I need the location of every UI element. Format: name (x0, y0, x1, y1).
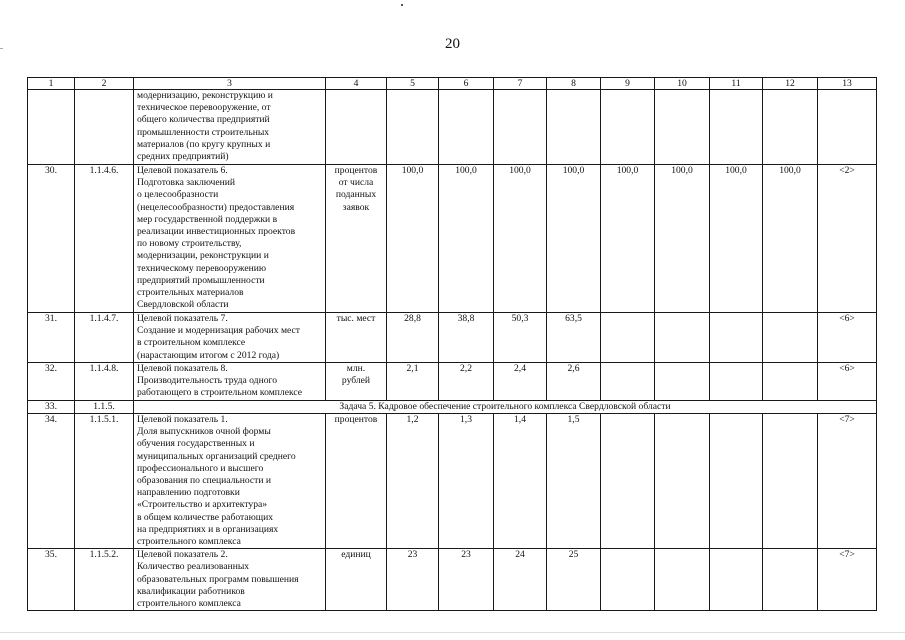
value-cell: 23 (387, 549, 439, 611)
header-cell: 5 (387, 78, 439, 90)
reference-cell: <7> (818, 414, 877, 549)
value-cell (763, 313, 818, 363)
header-cell: 10 (655, 78, 710, 90)
value-cell: 100,0 (387, 165, 439, 313)
table-row (28, 414, 877, 549)
reference-cell: <7> (818, 549, 877, 611)
value-cell: 2,2 (439, 362, 494, 400)
value-cell (710, 362, 763, 400)
header-cell: 2 (75, 78, 134, 90)
row-code: 1.1.5.1. (75, 414, 134, 549)
value-cell (763, 549, 818, 611)
value-cell (710, 414, 763, 549)
table-row (28, 165, 877, 313)
value-cell: 2,6 (547, 362, 601, 400)
value-cell: 100,0 (763, 165, 818, 313)
table-row (28, 549, 877, 611)
unit-cell: единиц (326, 549, 387, 611)
unit-cell: тыс. мест (326, 313, 387, 363)
value-cell: 1,2 (387, 414, 439, 549)
scan-bottom-edge (0, 632, 905, 633)
value-cell (601, 362, 655, 400)
reference-cell: <6> (818, 362, 877, 400)
header-cell: 13 (818, 78, 877, 90)
value-cell (601, 313, 655, 363)
value-cell (655, 414, 710, 549)
value-cell (655, 313, 710, 363)
value-cell (763, 414, 818, 549)
reference-cell: <2> (818, 165, 877, 313)
header-cell: 7 (494, 78, 547, 90)
row-number: 30. (28, 165, 75, 313)
unit-cell: млн. рублей (326, 362, 387, 400)
table-row (28, 313, 877, 363)
value-cell: 100,0 (710, 165, 763, 313)
header-cell: 3 (134, 78, 326, 90)
row-code: 1.1.4.6. (75, 165, 134, 313)
page-number: 20 (445, 36, 460, 52)
value-cell: 25 (547, 549, 601, 611)
value-cell: 100,0 (655, 165, 710, 313)
indicator-description: Целевой показатель 1. Доля выпускников очной формы обучения государственных и муниципальных организаций среднего профессионального и высшего образования по специальности и направлению подготовки «Строительство и архитектура» в общем количестве работающих на предприятиях и в организациях строительного комплекса (134, 414, 326, 549)
header-cell: 4 (326, 78, 387, 90)
value-cell: 63,5 (547, 313, 601, 363)
indicator-description: модернизацию, реконструкцию и техническое перевооружение, от общего количества предприятий промышленности строительных материалов (по кругу крупных и средних предприятий) (134, 90, 326, 165)
scan-dot (401, 4, 403, 6)
value-cell: 100,0 (439, 165, 494, 313)
header-cell: 6 (439, 78, 494, 90)
value-cell: 23 (439, 549, 494, 611)
task-title: Задача 5. Кадровое обеспечение строительного комплекса Свердловской области (134, 400, 877, 413)
value-cell: 100,0 (601, 165, 655, 313)
value-cell: 50,3 (494, 313, 547, 363)
row-number: 34. (28, 414, 75, 549)
value-cell: 2,4 (494, 362, 547, 400)
unit-cell: процентов (326, 414, 387, 549)
value-cell: 24 (494, 549, 547, 611)
value-cell (710, 313, 763, 363)
row-code: 1.1.5. (75, 400, 134, 413)
reference-cell: <6> (818, 313, 877, 363)
header-cell: 8 (547, 78, 601, 90)
header-row (28, 78, 877, 90)
value-cell: 100,0 (547, 165, 601, 313)
value-cell (601, 549, 655, 611)
row-number: 32. (28, 362, 75, 400)
task-row (28, 400, 877, 413)
value-cell: 1,3 (439, 414, 494, 549)
indicator-description: Целевой показатель 8. Производительность труда одного работающего в строительном комплексе (134, 362, 326, 400)
value-cell: 38,8 (439, 313, 494, 363)
indicator-description: Целевой показатель 6. Подготовка заключений о целесообразности (нецелесообразности) предоставления мер государственной поддержки в реализации инвестиционных проектов по новому строительству, модернизации, реконструкции и техническому перевооружению предприятий промышленности строительных материалов Свердловской области (134, 165, 326, 313)
table-row-continuation (28, 90, 877, 165)
value-cell: 100,0 (494, 165, 547, 313)
value-cell (763, 362, 818, 400)
header-cell: 1 (28, 78, 75, 90)
row-code: 1.1.5.2. (75, 549, 134, 611)
row-number: 31. (28, 313, 75, 363)
indicators-table (27, 77, 877, 611)
row-code: 1.1.4.8. (75, 362, 134, 400)
value-cell (710, 549, 763, 611)
value-cell: 1,5 (547, 414, 601, 549)
value-cell (655, 362, 710, 400)
value-cell (601, 414, 655, 549)
value-cell: 2,1 (387, 362, 439, 400)
indicator-description: Целевой показатель 7. Создание и модернизация рабочих мест в строительном комплексе (нарастающим итогом с 2012 года) (134, 313, 326, 363)
row-number: 33. (28, 400, 75, 413)
header-cell: 9 (601, 78, 655, 90)
unit-cell: процентов от числа поданных заявок (326, 165, 387, 313)
header-cell: 12 (763, 78, 818, 90)
row-code: 1.1.4.7. (75, 313, 134, 363)
value-cell: 1,4 (494, 414, 547, 549)
indicator-description: Целевой показатель 2. Количество реализованных образовательных программ повышения квалификации работников строительного комплекса (134, 549, 326, 611)
header-cell: 11 (710, 78, 763, 90)
value-cell: 28,8 (387, 313, 439, 363)
row-number: 35. (28, 549, 75, 611)
table-row (28, 362, 877, 400)
value-cell (655, 549, 710, 611)
